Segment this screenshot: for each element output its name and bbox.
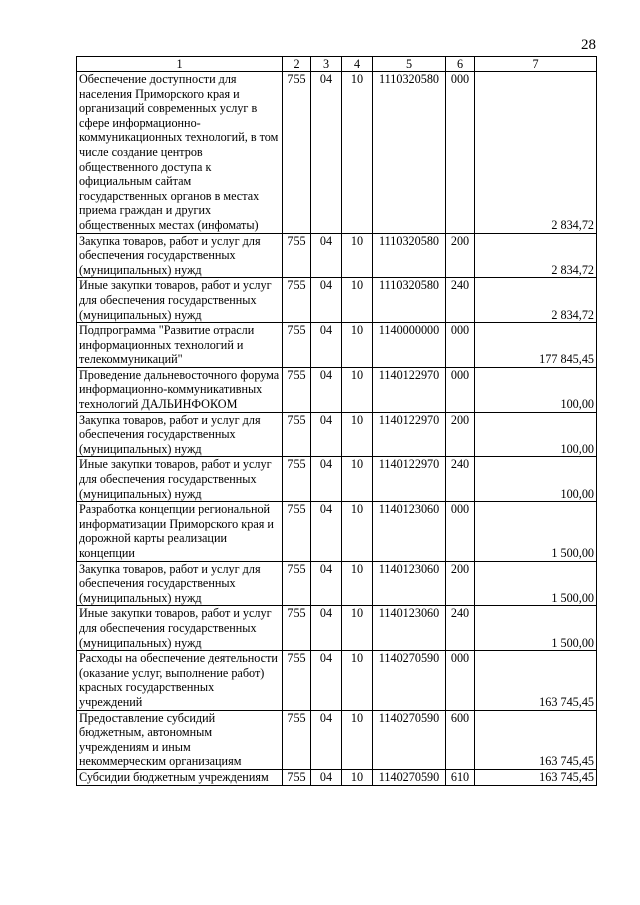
table-row: [77, 502, 597, 561]
header-cell-1: 1: [77, 57, 283, 72]
row-target-article-cell: 1140123060: [373, 561, 446, 606]
row-sum-cell: 163 745,45: [475, 769, 597, 785]
row-section-cell: 04: [311, 457, 342, 502]
row-subsection-cell: 10: [342, 367, 373, 412]
row-code-cell: 755: [283, 769, 311, 785]
row-code-cell: 755: [283, 323, 311, 368]
table-row: [77, 323, 597, 368]
row-name-cell: Подпрограмма "Развитие отрасли информационных технологий и телекоммуникаций": [77, 323, 283, 368]
row-sum-cell: 100,00: [475, 457, 597, 502]
row-name-cell: Иные закупки товаров, работ и услуг для обеспечения государственных (муниципальных) нужд: [77, 606, 283, 651]
header-cell-4: 4: [342, 57, 373, 72]
row-section-cell: 04: [311, 710, 342, 769]
row-code-cell: 755: [283, 367, 311, 412]
table-row: [77, 457, 597, 502]
row-code-cell: 755: [283, 651, 311, 710]
row-sum-cell: 1 500,00: [475, 561, 597, 606]
row-subsection-cell: 10: [342, 412, 373, 457]
row-target-article-cell: 1110320580: [373, 72, 446, 234]
row-section-cell: 04: [311, 561, 342, 606]
row-target-article-cell: 1140270590: [373, 710, 446, 769]
row-subsection-cell: 10: [342, 233, 373, 278]
header-cell-3: 3: [311, 57, 342, 72]
row-section-cell: 04: [311, 72, 342, 234]
row-expense-type-cell: 000: [446, 323, 475, 368]
header-cell-6: 6: [446, 57, 475, 72]
row-target-article-cell: 1140270590: [373, 769, 446, 785]
row-subsection-cell: 10: [342, 651, 373, 710]
row-expense-type-cell: 600: [446, 710, 475, 769]
row-name-cell: Закупка товаров, работ и услуг для обеспечения государственных (муниципальных) нужд: [77, 412, 283, 457]
row-target-article-cell: 1140122970: [373, 457, 446, 502]
header-cell-7: 7: [475, 57, 597, 72]
row-code-cell: 755: [283, 710, 311, 769]
row-subsection-cell: 10: [342, 502, 373, 561]
table-row: [77, 769, 597, 785]
row-subsection-cell: 10: [342, 769, 373, 785]
row-expense-type-cell: 000: [446, 72, 475, 234]
row-subsection-cell: 10: [342, 561, 373, 606]
table-row: [77, 412, 597, 457]
row-code-cell: 755: [283, 72, 311, 234]
header-cell-2: 2: [283, 57, 311, 72]
table-row: [77, 72, 597, 234]
row-code-cell: 755: [283, 278, 311, 323]
row-subsection-cell: 10: [342, 72, 373, 234]
row-expense-type-cell: 000: [446, 651, 475, 710]
row-name-cell: Расходы на обеспечение деятельности (оказание услуг, выполнение работ) красных государственных учреждений: [77, 651, 283, 710]
row-code-cell: 755: [283, 606, 311, 651]
row-section-cell: 04: [311, 278, 342, 323]
row-sum-cell: 163 745,45: [475, 651, 597, 710]
table-row: [77, 278, 597, 323]
row-expense-type-cell: 000: [446, 502, 475, 561]
row-expense-type-cell: 610: [446, 769, 475, 785]
row-code-cell: 755: [283, 561, 311, 606]
row-target-article-cell: 1140122970: [373, 367, 446, 412]
row-sum-cell: 1 500,00: [475, 606, 597, 651]
row-sum-cell: 163 745,45: [475, 710, 597, 769]
row-target-article-cell: 1110320580: [373, 278, 446, 323]
row-sum-cell: 100,00: [475, 412, 597, 457]
row-subsection-cell: 10: [342, 323, 373, 368]
row-name-cell: Обеспечение доступности для населения Приморского края и организаций современных услуг в сфере информационно-коммуникационных технологий, в том числе создание центров общественного доступа к официальным сайтам государственных органов в местах приема граждан и других общественных местах (инфоматы): [77, 72, 283, 234]
row-target-article-cell: 1140123060: [373, 606, 446, 651]
row-subsection-cell: 10: [342, 710, 373, 769]
row-section-cell: 04: [311, 606, 342, 651]
row-sum-cell: 2 834,72: [475, 278, 597, 323]
row-section-cell: 04: [311, 233, 342, 278]
row-section-cell: 04: [311, 502, 342, 561]
row-name-cell: Закупка товаров, работ и услуг для обеспечения государственных (муниципальных) нужд: [77, 561, 283, 606]
row-sum-cell: 2 834,72: [475, 72, 597, 234]
table-row: [77, 710, 597, 769]
row-expense-type-cell: 200: [446, 233, 475, 278]
table-row: [77, 606, 597, 651]
row-name-cell: Разработка концепции региональной информатизации Приморского края и дорожной карты реализации концепции: [77, 502, 283, 561]
row-section-cell: 04: [311, 769, 342, 785]
row-target-article-cell: 1140122970: [373, 412, 446, 457]
row-code-cell: 755: [283, 412, 311, 457]
row-name-cell: Субсидии бюджетным учреждениям: [77, 769, 283, 785]
row-section-cell: 04: [311, 367, 342, 412]
row-name-cell: Проведение дальневосточного форума информационно-коммуникативных технологий ДАЛЬИНФОКОМ: [77, 367, 283, 412]
row-sum-cell: 2 834,72: [475, 233, 597, 278]
row-code-cell: 755: [283, 457, 311, 502]
row-expense-type-cell: 200: [446, 412, 475, 457]
row-name-cell: Иные закупки товаров, работ и услуг для обеспечения государственных (муниципальных) нужд: [77, 457, 283, 502]
row-target-article-cell: 1110320580: [373, 233, 446, 278]
table-row: [77, 651, 597, 710]
table-row: [77, 233, 597, 278]
row-sum-cell: 100,00: [475, 367, 597, 412]
row-expense-type-cell: 000: [446, 367, 475, 412]
row-section-cell: 04: [311, 412, 342, 457]
row-subsection-cell: 10: [342, 457, 373, 502]
row-expense-type-cell: 240: [446, 606, 475, 651]
page-number: 28: [581, 37, 596, 53]
row-expense-type-cell: 240: [446, 457, 475, 502]
row-code-cell: 755: [283, 502, 311, 561]
table-header-row: [77, 57, 597, 72]
budget-table: [76, 56, 597, 786]
row-target-article-cell: 1140000000: [373, 323, 446, 368]
row-name-cell: Предоставление субсидий бюджетным, автономным учреждениям и иным некоммерческим организациям: [77, 710, 283, 769]
row-subsection-cell: 10: [342, 606, 373, 651]
row-sum-cell: 177 845,45: [475, 323, 597, 368]
table-row: [77, 367, 597, 412]
row-sum-cell: 1 500,00: [475, 502, 597, 561]
row-expense-type-cell: 240: [446, 278, 475, 323]
row-subsection-cell: 10: [342, 278, 373, 323]
row-expense-type-cell: 200: [446, 561, 475, 606]
header-cell-5: 5: [373, 57, 446, 72]
row-name-cell: Иные закупки товаров, работ и услуг для обеспечения государственных (муниципальных) нужд: [77, 278, 283, 323]
row-section-cell: 04: [311, 323, 342, 368]
table-row: [77, 561, 597, 606]
row-target-article-cell: 1140123060: [373, 502, 446, 561]
row-target-article-cell: 1140270590: [373, 651, 446, 710]
row-code-cell: 755: [283, 233, 311, 278]
row-name-cell: Закупка товаров, работ и услуг для обеспечения государственных (муниципальных) нужд: [77, 233, 283, 278]
row-section-cell: 04: [311, 651, 342, 710]
